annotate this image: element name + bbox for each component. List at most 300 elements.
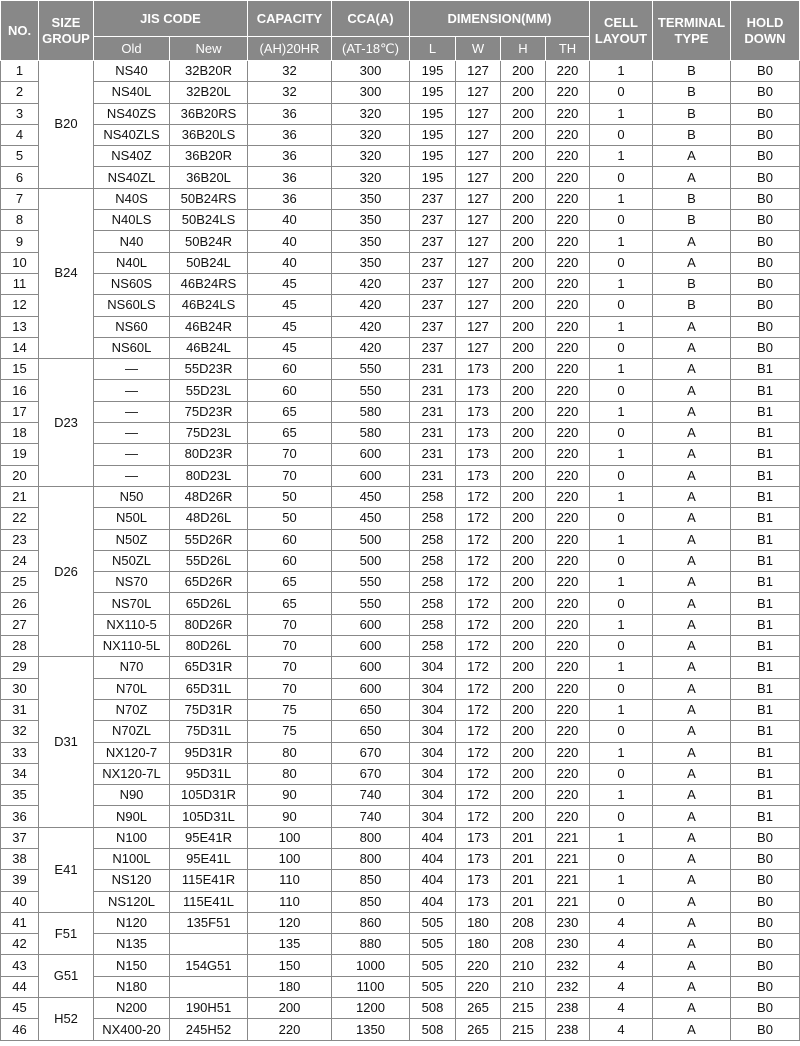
cell-hold-down: B0 bbox=[731, 252, 800, 273]
cell-new-code: 55D26R bbox=[170, 529, 248, 550]
header-dim-w: W bbox=[456, 37, 501, 61]
cell-new-code: 115E41R bbox=[170, 870, 248, 891]
cell-no: 30 bbox=[1, 678, 39, 699]
cell-cca: 670 bbox=[332, 763, 410, 784]
cell-old-code: NX120-7L bbox=[94, 763, 170, 784]
cell-total-height: 220 bbox=[546, 210, 590, 231]
table-row bbox=[1, 486, 800, 507]
cell-hold-down: B1 bbox=[731, 763, 800, 784]
cell-total-height: 220 bbox=[546, 146, 590, 167]
cell-capacity: 135 bbox=[248, 934, 332, 955]
cell-cca: 600 bbox=[332, 657, 410, 678]
cell-length: 258 bbox=[410, 636, 456, 657]
table-row bbox=[1, 955, 800, 976]
cell-hold-down: B1 bbox=[731, 423, 800, 444]
cell-terminal-type: A bbox=[653, 337, 731, 358]
cell-old-code: N70 bbox=[94, 657, 170, 678]
cell-cca: 500 bbox=[332, 529, 410, 550]
cell-no: 17 bbox=[1, 401, 39, 422]
cell-cca: 1200 bbox=[332, 998, 410, 1019]
cell-old-code: — bbox=[94, 380, 170, 401]
table-row bbox=[1, 444, 800, 465]
cell-capacity: 100 bbox=[248, 827, 332, 848]
cell-new-code: 190H51 bbox=[170, 998, 248, 1019]
cell-width: 127 bbox=[456, 124, 501, 145]
cell-height: 200 bbox=[501, 486, 546, 507]
cell-total-height: 220 bbox=[546, 444, 590, 465]
cell-width: 172 bbox=[456, 614, 501, 635]
cell-new-code: 95D31R bbox=[170, 742, 248, 763]
cell-layout: 1 bbox=[590, 188, 653, 209]
cell-no: 31 bbox=[1, 699, 39, 720]
cell-no: 20 bbox=[1, 465, 39, 486]
cell-hold-down: B0 bbox=[731, 273, 800, 294]
cell-terminal-type: A bbox=[653, 806, 731, 827]
header-size-group: SIZE GROUP bbox=[39, 1, 94, 61]
cell-total-height: 220 bbox=[546, 231, 590, 252]
table-row bbox=[1, 103, 800, 124]
header-no: NO. bbox=[1, 1, 39, 61]
cell-width: 172 bbox=[456, 572, 501, 593]
cell-cca: 600 bbox=[332, 465, 410, 486]
cell-no: 34 bbox=[1, 763, 39, 784]
table-row bbox=[1, 529, 800, 550]
cell-total-height: 220 bbox=[546, 401, 590, 422]
table-row bbox=[1, 785, 800, 806]
cell-hold-down: B0 bbox=[731, 1019, 800, 1040]
cell-layout: 0 bbox=[590, 891, 653, 912]
cell-hold-down: B1 bbox=[731, 508, 800, 529]
cell-capacity: 70 bbox=[248, 657, 332, 678]
cell-terminal-type: A bbox=[653, 252, 731, 273]
cell-cca: 450 bbox=[332, 486, 410, 507]
cell-total-height: 220 bbox=[546, 61, 590, 82]
cell-cca: 600 bbox=[332, 444, 410, 465]
cell-capacity: 65 bbox=[248, 593, 332, 614]
cell-capacity: 110 bbox=[248, 891, 332, 912]
cell-capacity: 100 bbox=[248, 848, 332, 869]
cell-layout: 0 bbox=[590, 380, 653, 401]
cell-height: 200 bbox=[501, 465, 546, 486]
cell-old-code: N50ZL bbox=[94, 550, 170, 571]
cell-length: 404 bbox=[410, 848, 456, 869]
header-dim-h: H bbox=[501, 37, 546, 61]
cell-total-height: 238 bbox=[546, 998, 590, 1019]
cell-capacity: 50 bbox=[248, 486, 332, 507]
table-row bbox=[1, 61, 800, 82]
cell-width: 173 bbox=[456, 891, 501, 912]
cell-cca: 550 bbox=[332, 572, 410, 593]
cell-cca: 600 bbox=[332, 614, 410, 635]
cell-length: 195 bbox=[410, 82, 456, 103]
cell-total-height: 220 bbox=[546, 295, 590, 316]
cell-terminal-type: A bbox=[653, 508, 731, 529]
cell-layout: 0 bbox=[590, 763, 653, 784]
cell-old-code: NX110-5L bbox=[94, 636, 170, 657]
cell-length: 304 bbox=[410, 699, 456, 720]
cell-width: 173 bbox=[456, 827, 501, 848]
cell-cca: 350 bbox=[332, 188, 410, 209]
cell-hold-down: B0 bbox=[731, 827, 800, 848]
cell-length: 231 bbox=[410, 465, 456, 486]
cell-hold-down: B1 bbox=[731, 572, 800, 593]
cell-length: 304 bbox=[410, 763, 456, 784]
cell-layout: 0 bbox=[590, 465, 653, 486]
cell-no: 27 bbox=[1, 614, 39, 635]
cell-size-group: B24 bbox=[39, 188, 94, 358]
cell-new-code: 75D31R bbox=[170, 699, 248, 720]
cell-no: 32 bbox=[1, 721, 39, 742]
cell-width: 265 bbox=[456, 998, 501, 1019]
cell-old-code: — bbox=[94, 423, 170, 444]
cell-height: 200 bbox=[501, 61, 546, 82]
cell-total-height: 232 bbox=[546, 955, 590, 976]
cell-layout: 1 bbox=[590, 444, 653, 465]
cell-height: 200 bbox=[501, 167, 546, 188]
cell-old-code: N90L bbox=[94, 806, 170, 827]
cell-total-height: 220 bbox=[546, 636, 590, 657]
cell-length: 304 bbox=[410, 678, 456, 699]
cell-width: 172 bbox=[456, 486, 501, 507]
cell-height: 200 bbox=[501, 657, 546, 678]
cell-old-code: N40 bbox=[94, 231, 170, 252]
cell-new-code: 46B24R bbox=[170, 316, 248, 337]
cell-no: 18 bbox=[1, 423, 39, 444]
cell-terminal-type: A bbox=[653, 699, 731, 720]
cell-old-code: — bbox=[94, 359, 170, 380]
cell-total-height: 238 bbox=[546, 1019, 590, 1040]
cell-total-height: 220 bbox=[546, 124, 590, 145]
cell-length: 304 bbox=[410, 785, 456, 806]
cell-height: 210 bbox=[501, 955, 546, 976]
cell-capacity: 70 bbox=[248, 465, 332, 486]
cell-old-code: N180 bbox=[94, 976, 170, 997]
cell-layout: 1 bbox=[590, 146, 653, 167]
cell-old-code: NS120L bbox=[94, 891, 170, 912]
cell-cca: 420 bbox=[332, 316, 410, 337]
cell-cca: 500 bbox=[332, 550, 410, 571]
cell-old-code: NS40L bbox=[94, 82, 170, 103]
cell-no: 29 bbox=[1, 657, 39, 678]
cell-length: 195 bbox=[410, 103, 456, 124]
cell-old-code: N40LS bbox=[94, 210, 170, 231]
cell-width: 172 bbox=[456, 721, 501, 742]
table-row bbox=[1, 210, 800, 231]
table-row bbox=[1, 231, 800, 252]
cell-old-code: N70ZL bbox=[94, 721, 170, 742]
cell-old-code: N150 bbox=[94, 955, 170, 976]
cell-terminal-type: A bbox=[653, 167, 731, 188]
cell-hold-down: B1 bbox=[731, 465, 800, 486]
cell-new-code: 75D31L bbox=[170, 721, 248, 742]
cell-no: 26 bbox=[1, 593, 39, 614]
cell-capacity: 75 bbox=[248, 699, 332, 720]
cell-new-code: 95D31L bbox=[170, 763, 248, 784]
cell-total-height: 221 bbox=[546, 827, 590, 848]
cell-no: 21 bbox=[1, 486, 39, 507]
cell-new-code: 46B24RS bbox=[170, 273, 248, 294]
cell-cca: 650 bbox=[332, 699, 410, 720]
cell-old-code: — bbox=[94, 465, 170, 486]
cell-length: 237 bbox=[410, 295, 456, 316]
table-row bbox=[1, 167, 800, 188]
cell-capacity: 60 bbox=[248, 359, 332, 380]
cell-height: 200 bbox=[501, 103, 546, 124]
cell-no: 5 bbox=[1, 146, 39, 167]
cell-no: 36 bbox=[1, 806, 39, 827]
cell-width: 180 bbox=[456, 934, 501, 955]
cell-no: 37 bbox=[1, 827, 39, 848]
cell-height: 201 bbox=[501, 891, 546, 912]
cell-length: 231 bbox=[410, 444, 456, 465]
cell-no: 15 bbox=[1, 359, 39, 380]
cell-width: 172 bbox=[456, 657, 501, 678]
cell-capacity: 65 bbox=[248, 423, 332, 444]
cell-old-code: NS120 bbox=[94, 870, 170, 891]
cell-cca: 650 bbox=[332, 721, 410, 742]
cell-terminal-type: A bbox=[653, 465, 731, 486]
cell-hold-down: B0 bbox=[731, 848, 800, 869]
cell-total-height: 220 bbox=[546, 359, 590, 380]
cell-length: 505 bbox=[410, 955, 456, 976]
cell-cca: 550 bbox=[332, 380, 410, 401]
cell-height: 200 bbox=[501, 806, 546, 827]
cell-hold-down: B0 bbox=[731, 61, 800, 82]
cell-no: 14 bbox=[1, 337, 39, 358]
cell-no: 38 bbox=[1, 848, 39, 869]
cell-terminal-type: B bbox=[653, 295, 731, 316]
cell-total-height: 220 bbox=[546, 273, 590, 294]
table-row bbox=[1, 295, 800, 316]
cell-total-height: 220 bbox=[546, 252, 590, 273]
cell-no: 16 bbox=[1, 380, 39, 401]
cell-no: 6 bbox=[1, 167, 39, 188]
table-row bbox=[1, 465, 800, 486]
cell-new-code: 65D31R bbox=[170, 657, 248, 678]
cell-height: 200 bbox=[501, 146, 546, 167]
cell-terminal-type: A bbox=[653, 231, 731, 252]
cell-width: 172 bbox=[456, 550, 501, 571]
cell-cca: 420 bbox=[332, 337, 410, 358]
cell-new-code: 95E41L bbox=[170, 848, 248, 869]
header-terminal-type: TERMINAL TYPE bbox=[653, 1, 731, 61]
cell-old-code: NS40 bbox=[94, 61, 170, 82]
header-new: New bbox=[170, 37, 248, 61]
cell-width: 172 bbox=[456, 806, 501, 827]
cell-height: 201 bbox=[501, 870, 546, 891]
header-capacity: CAPACITY bbox=[248, 1, 332, 37]
cell-hold-down: B1 bbox=[731, 806, 800, 827]
cell-old-code: NS40ZS bbox=[94, 103, 170, 124]
cell-length: 258 bbox=[410, 572, 456, 593]
cell-hold-down: B0 bbox=[731, 167, 800, 188]
cell-old-code: N40L bbox=[94, 252, 170, 273]
cell-total-height: 220 bbox=[546, 742, 590, 763]
cell-no: 11 bbox=[1, 273, 39, 294]
cell-length: 195 bbox=[410, 124, 456, 145]
cell-cca: 800 bbox=[332, 827, 410, 848]
cell-capacity: 80 bbox=[248, 742, 332, 763]
cell-terminal-type: A bbox=[653, 550, 731, 571]
cell-capacity: 36 bbox=[248, 167, 332, 188]
cell-no: 1 bbox=[1, 61, 39, 82]
cell-new-code: 55D26L bbox=[170, 550, 248, 571]
cell-terminal-type: B bbox=[653, 188, 731, 209]
cell-layout: 1 bbox=[590, 61, 653, 82]
cell-length: 237 bbox=[410, 273, 456, 294]
cell-new-code: 32B20R bbox=[170, 61, 248, 82]
cell-old-code: NS40Z bbox=[94, 146, 170, 167]
cell-hold-down: B0 bbox=[731, 891, 800, 912]
table-row bbox=[1, 699, 800, 720]
cell-width: 127 bbox=[456, 337, 501, 358]
cell-layout: 4 bbox=[590, 934, 653, 955]
cell-terminal-type: B bbox=[653, 61, 731, 82]
cell-old-code: N70Z bbox=[94, 699, 170, 720]
cell-new-code: 36B20LS bbox=[170, 124, 248, 145]
cell-no: 8 bbox=[1, 210, 39, 231]
cell-hold-down: B0 bbox=[731, 912, 800, 933]
cell-terminal-type: A bbox=[653, 146, 731, 167]
cell-capacity: 90 bbox=[248, 785, 332, 806]
cell-cca: 860 bbox=[332, 912, 410, 933]
cell-height: 200 bbox=[501, 614, 546, 635]
cell-layout: 1 bbox=[590, 401, 653, 422]
cell-old-code: N135 bbox=[94, 934, 170, 955]
table-header bbox=[1, 1, 800, 61]
cell-size-group: B20 bbox=[39, 61, 94, 189]
cell-layout: 0 bbox=[590, 508, 653, 529]
cell-hold-down: B0 bbox=[731, 295, 800, 316]
cell-size-group: D23 bbox=[39, 359, 94, 487]
cell-new-code: 50B24RS bbox=[170, 188, 248, 209]
cell-new-code: 115E41L bbox=[170, 891, 248, 912]
cell-height: 200 bbox=[501, 742, 546, 763]
header-cca-unit: (AT-18℃) bbox=[332, 37, 410, 61]
cell-width: 172 bbox=[456, 742, 501, 763]
cell-total-height: 220 bbox=[546, 785, 590, 806]
cell-height: 215 bbox=[501, 1019, 546, 1040]
cell-total-height: 220 bbox=[546, 699, 590, 720]
cell-height: 200 bbox=[501, 273, 546, 294]
cell-total-height: 220 bbox=[546, 721, 590, 742]
cell-total-height: 220 bbox=[546, 657, 590, 678]
cell-hold-down: B1 bbox=[731, 550, 800, 571]
cell-length: 237 bbox=[410, 231, 456, 252]
cell-hold-down: B0 bbox=[731, 210, 800, 231]
table-row bbox=[1, 934, 800, 955]
cell-layout: 1 bbox=[590, 657, 653, 678]
cell-layout: 1 bbox=[590, 486, 653, 507]
cell-length: 258 bbox=[410, 593, 456, 614]
cell-total-height: 220 bbox=[546, 593, 590, 614]
header-jis-code: JIS CODE bbox=[94, 1, 248, 37]
cell-height: 200 bbox=[501, 380, 546, 401]
cell-cca: 320 bbox=[332, 167, 410, 188]
cell-length: 505 bbox=[410, 976, 456, 997]
cell-capacity: 60 bbox=[248, 550, 332, 571]
cell-total-height: 221 bbox=[546, 848, 590, 869]
cell-old-code: NS70L bbox=[94, 593, 170, 614]
table-row bbox=[1, 572, 800, 593]
cell-new-code: 80D26L bbox=[170, 636, 248, 657]
cell-width: 220 bbox=[456, 955, 501, 976]
cell-layout: 1 bbox=[590, 529, 653, 550]
cell-old-code: NS40ZL bbox=[94, 167, 170, 188]
cell-new-code: 245H52 bbox=[170, 1019, 248, 1040]
table-row bbox=[1, 188, 800, 209]
cell-old-code: N50 bbox=[94, 486, 170, 507]
cell-new-code: 65D26R bbox=[170, 572, 248, 593]
cell-capacity: 120 bbox=[248, 912, 332, 933]
cell-height: 208 bbox=[501, 912, 546, 933]
cell-width: 127 bbox=[456, 188, 501, 209]
cell-width: 172 bbox=[456, 508, 501, 529]
cell-hold-down: B1 bbox=[731, 401, 800, 422]
cell-total-height: 220 bbox=[546, 82, 590, 103]
cell-terminal-type: A bbox=[653, 1019, 731, 1040]
cell-cca: 300 bbox=[332, 82, 410, 103]
cell-hold-down: B1 bbox=[731, 657, 800, 678]
cell-length: 304 bbox=[410, 806, 456, 827]
header-cell-layout: CELL LAYOUT bbox=[590, 1, 653, 61]
cell-width: 173 bbox=[456, 444, 501, 465]
cell-cca: 800 bbox=[332, 848, 410, 869]
table-row bbox=[1, 678, 800, 699]
cell-width: 127 bbox=[456, 167, 501, 188]
cell-hold-down: B1 bbox=[731, 593, 800, 614]
cell-height: 200 bbox=[501, 699, 546, 720]
table-row bbox=[1, 316, 800, 337]
cell-new-code: 32B20L bbox=[170, 82, 248, 103]
cell-cca: 450 bbox=[332, 508, 410, 529]
cell-cca: 740 bbox=[332, 806, 410, 827]
cell-capacity: 32 bbox=[248, 82, 332, 103]
table-row bbox=[1, 657, 800, 678]
cell-hold-down: B1 bbox=[731, 636, 800, 657]
cell-total-height: 220 bbox=[546, 167, 590, 188]
header-dim-th: TH bbox=[546, 37, 590, 61]
cell-length: 404 bbox=[410, 870, 456, 891]
cell-capacity: 36 bbox=[248, 124, 332, 145]
cell-height: 200 bbox=[501, 231, 546, 252]
cell-new-code bbox=[170, 934, 248, 955]
cell-capacity: 70 bbox=[248, 636, 332, 657]
cell-width: 172 bbox=[456, 529, 501, 550]
cell-height: 200 bbox=[501, 295, 546, 316]
cell-length: 195 bbox=[410, 146, 456, 167]
cell-capacity: 200 bbox=[248, 998, 332, 1019]
cell-new-code: 48D26L bbox=[170, 508, 248, 529]
cell-width: 127 bbox=[456, 295, 501, 316]
cell-terminal-type: B bbox=[653, 273, 731, 294]
cell-old-code: N40S bbox=[94, 188, 170, 209]
cell-layout: 1 bbox=[590, 103, 653, 124]
cell-cca: 420 bbox=[332, 295, 410, 316]
cell-capacity: 80 bbox=[248, 763, 332, 784]
cell-total-height: 221 bbox=[546, 891, 590, 912]
cell-height: 200 bbox=[501, 423, 546, 444]
cell-capacity: 32 bbox=[248, 61, 332, 82]
cell-terminal-type: A bbox=[653, 998, 731, 1019]
cell-layout: 0 bbox=[590, 295, 653, 316]
cell-layout: 0 bbox=[590, 124, 653, 145]
cell-hold-down: B0 bbox=[731, 316, 800, 337]
cell-width: 173 bbox=[456, 423, 501, 444]
cell-new-code: 154G51 bbox=[170, 955, 248, 976]
cell-terminal-type: A bbox=[653, 912, 731, 933]
header-dim-l: L bbox=[410, 37, 456, 61]
